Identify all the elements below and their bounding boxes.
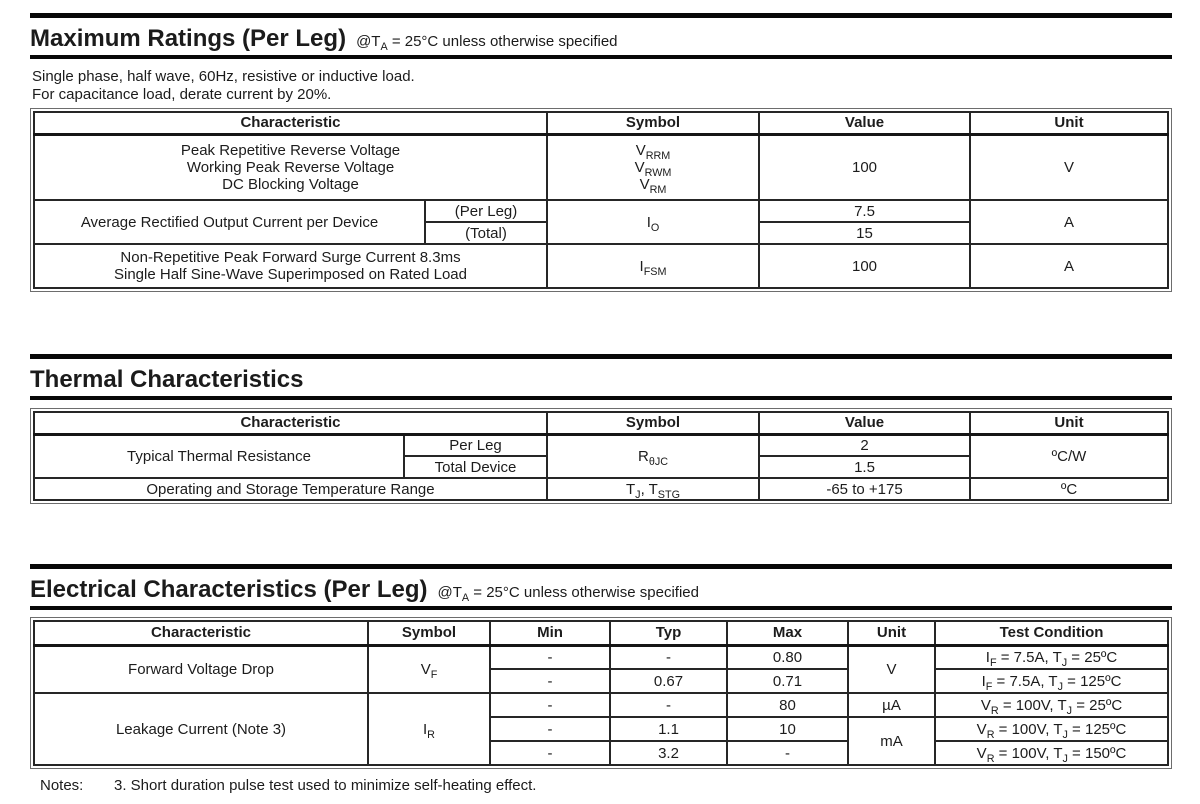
current-symbol-cell: $I_O$ bbox=[547, 200, 759, 244]
symbol-line: $V_{RM}$ bbox=[639, 175, 667, 196]
vf-symbol-cell: $V_F$ bbox=[368, 645, 490, 693]
vf-max-2: 0.71 bbox=[727, 669, 848, 693]
surge-symbol-cell: $I_{FSM}$ bbox=[547, 244, 759, 288]
characteristic-line: Non-Repetitive Peak Forward Surge Current 8.3ms bbox=[120, 249, 461, 266]
characteristic-line: Single Half Sine-Wave Superimposed on Rated Load bbox=[114, 266, 467, 283]
resistance-unit-cell: ºC/W bbox=[970, 434, 1168, 478]
surge-characteristic-cell bbox=[34, 244, 547, 288]
header-value: Value bbox=[759, 412, 970, 434]
electrical-title-row bbox=[30, 577, 1172, 603]
max-ratings-title-rule bbox=[30, 55, 1172, 59]
electrical-title: Electrical Characteristics (Per Leg) bbox=[30, 576, 428, 603]
temp-characteristic-cell: Operating and Storage Temperature Range bbox=[34, 478, 547, 500]
header-test-condition: Test Condition bbox=[935, 621, 1168, 645]
vf-min-2: - bbox=[490, 669, 610, 693]
maximum-ratings-table bbox=[33, 111, 1169, 289]
vf-unit-cell: V bbox=[848, 645, 935, 693]
max-ratings-subtitle: $@T_A = 25^\circ C$ unless otherwise specified bbox=[356, 33, 618, 53]
resistance-sublabel-total: Total Device bbox=[404, 456, 547, 478]
header-unit: Unit bbox=[970, 412, 1168, 434]
temperature-range-row bbox=[34, 478, 1168, 500]
electrical-subtitle: $@T_A = 25^\circ C$ unless otherwise specified bbox=[437, 584, 699, 604]
ir-symbol-cell: $I_R$ bbox=[368, 693, 490, 765]
ir-max-2: 10 bbox=[727, 717, 848, 741]
ir-max-3: - bbox=[727, 741, 848, 765]
ir-min-3: - bbox=[490, 741, 610, 765]
ir-unit-1: µA bbox=[848, 693, 935, 717]
ir-min-1: - bbox=[490, 693, 610, 717]
thermal-table bbox=[33, 411, 1169, 501]
resistance-value-per-leg: 2 bbox=[759, 434, 970, 456]
current-unit-cell: A bbox=[970, 200, 1168, 244]
current-sublabel-per-leg: (Per Leg) bbox=[425, 200, 547, 222]
header-unit: Unit bbox=[848, 621, 935, 645]
ir-typ-2: 1.1 bbox=[610, 717, 727, 741]
ir-typ-3: 3.2 bbox=[610, 741, 727, 765]
thermal-header-row bbox=[34, 412, 1168, 434]
max-ratings-header-row bbox=[34, 112, 1168, 134]
notes-row bbox=[40, 777, 1172, 795]
characteristic-line: Peak Repetitive Reverse Voltage bbox=[180, 141, 401, 159]
resistance-value-total: 1.5 bbox=[759, 456, 970, 478]
intro-line: Single phase, half wave, 60Hz, resistive or inductive load. bbox=[32, 68, 415, 85]
header-characteristic: Characteristic bbox=[34, 412, 547, 434]
voltage-symbols-cell bbox=[547, 134, 759, 200]
leakage-current-row-1 bbox=[34, 693, 1168, 717]
max-ratings-intro bbox=[32, 68, 1172, 104]
temp-value-cell: -65 to +175 bbox=[759, 478, 970, 500]
electrical-title-rule bbox=[30, 606, 1172, 610]
thermal-table-frame bbox=[30, 408, 1172, 504]
intro-line: For capacitance load, derate current by 20%. bbox=[32, 86, 332, 103]
current-sublabel-total: (Total) bbox=[425, 222, 547, 244]
notes-label: Notes: bbox=[40, 777, 84, 794]
surge-value-cell: 100 bbox=[759, 244, 970, 288]
electrical-divider-bar bbox=[30, 564, 1172, 569]
vf-typ-2: 0.67 bbox=[610, 669, 727, 693]
resistance-characteristic-cell: Typical Thermal Resistance bbox=[34, 434, 404, 478]
voltage-ratings-row bbox=[34, 134, 1168, 200]
current-characteristic-cell: Average Rectified Output Current per Device bbox=[34, 200, 425, 244]
header-value: Value bbox=[759, 112, 970, 134]
vf-max-1: 0.80 bbox=[727, 645, 848, 669]
header-typ: Typ bbox=[610, 621, 727, 645]
ir-min-2: - bbox=[490, 717, 610, 741]
header-characteristic: Characteristic bbox=[34, 112, 547, 134]
temp-unit-cell: ºC bbox=[970, 478, 1168, 500]
symbol-line: $V_{RWM}$ bbox=[634, 158, 672, 179]
resistance-sublabel-per-leg: Per Leg bbox=[404, 434, 547, 456]
ir-typ-1: - bbox=[610, 693, 727, 717]
header-unit: Unit bbox=[970, 112, 1168, 134]
resistance-symbol-cell: $R_{\theta JC}$ bbox=[547, 434, 759, 478]
electrical-table bbox=[33, 620, 1169, 766]
top-divider-bar bbox=[30, 13, 1172, 18]
ir-condition-1: $V_R = 100V$, $T_J$ = 25ºC bbox=[935, 693, 1168, 717]
header-characteristic: Characteristic bbox=[34, 621, 368, 645]
current-value-total: 15 bbox=[759, 222, 970, 244]
ir-condition-3: $V_R = 100V$, $T_J$ = 150ºC bbox=[935, 741, 1168, 765]
forward-voltage-row-1 bbox=[34, 645, 1168, 669]
maximum-ratings-table-frame bbox=[30, 108, 1172, 292]
surge-unit-cell: A bbox=[970, 244, 1168, 288]
vf-condition-1: $I_F = 7.5A$, $T_J$ = 25ºC bbox=[935, 645, 1168, 669]
header-min: Min bbox=[490, 621, 610, 645]
ir-condition-2: $V_R = 100V$, $T_J$ = 125ºC bbox=[935, 717, 1168, 741]
thermal-divider-bar bbox=[30, 354, 1172, 359]
thermal-title: Thermal Characteristics bbox=[30, 366, 304, 393]
output-current-row-per-leg bbox=[34, 200, 1168, 222]
vf-condition-2: $I_F = 7.5A$, $T_J$ = 125ºC bbox=[935, 669, 1168, 693]
max-ratings-title-row bbox=[30, 26, 1172, 52]
vf-min-1: - bbox=[490, 645, 610, 669]
thermal-resistance-row-per-leg bbox=[34, 434, 1168, 456]
max-ratings-title: Maximum Ratings (Per Leg) bbox=[30, 25, 347, 52]
header-symbol: Symbol bbox=[547, 412, 759, 434]
header-symbol: Symbol bbox=[368, 621, 490, 645]
vf-characteristic-cell: Forward Voltage Drop bbox=[34, 645, 368, 693]
surge-current-row bbox=[34, 244, 1168, 288]
electrical-table-frame bbox=[30, 617, 1172, 769]
ir-unit-2: mA bbox=[848, 717, 935, 765]
electrical-header-row bbox=[34, 621, 1168, 645]
characteristic-line: DC Blocking Voltage bbox=[222, 175, 359, 193]
symbol-line: $V_{RRM}$ bbox=[635, 141, 671, 162]
temp-symbol-cell: $T_J$, $T_{STG}$ bbox=[547, 478, 759, 500]
notes-text: 3. Short duration pulse test used to minimize self-heating effect. bbox=[114, 777, 537, 794]
ir-characteristic-cell: Leakage Current (Note 3) bbox=[34, 693, 368, 765]
thermal-title-row bbox=[30, 367, 1172, 393]
voltage-value-cell: 100 bbox=[759, 134, 970, 200]
vf-typ-1: - bbox=[610, 645, 727, 669]
header-max: Max bbox=[727, 621, 848, 645]
voltage-unit-cell: V bbox=[970, 134, 1168, 200]
thermal-title-rule bbox=[30, 396, 1172, 400]
header-symbol: Symbol bbox=[547, 112, 759, 134]
characteristic-line: Working Peak Reverse Voltage bbox=[186, 158, 395, 176]
voltage-characteristics-cell bbox=[34, 134, 547, 200]
ir-max-1: 80 bbox=[727, 693, 848, 717]
current-value-per-leg: 7.5 bbox=[759, 200, 970, 222]
